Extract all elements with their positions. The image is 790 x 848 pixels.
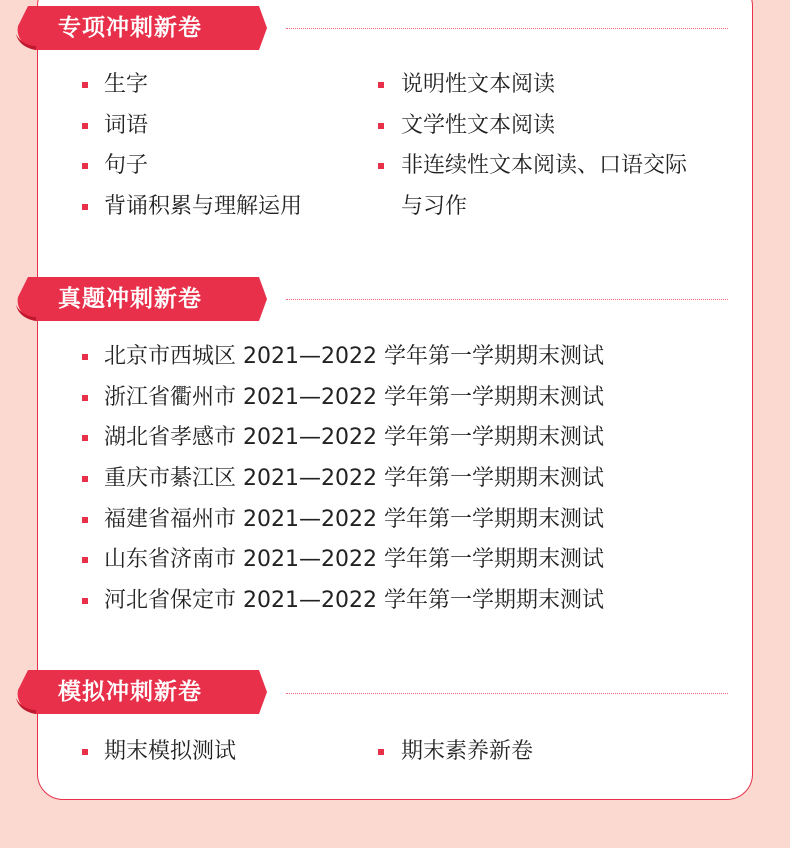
section-title: 真题冲刺新卷	[58, 286, 202, 312]
list-item: 北京市西城区 2021—2022 学年第一学期期末测试	[104, 344, 604, 369]
bullet-icon	[378, 749, 384, 755]
list-item: 词语	[104, 113, 149, 138]
bullet-icon	[82, 395, 88, 401]
bullet-icon	[378, 123, 384, 129]
list-item: 湖北省孝感市 2021—2022 学年第一学期期末测试	[104, 425, 604, 450]
list-item: 河北省保定市 2021—2022 学年第一学期期末测试	[104, 588, 604, 613]
bullet-icon	[82, 749, 88, 755]
bullet-icon	[82, 204, 88, 210]
bullet-icon	[82, 476, 88, 482]
list-item: 期末素养新卷	[401, 739, 534, 764]
list-item: 文学性文本阅读	[401, 113, 556, 138]
list-item: 生字	[104, 72, 149, 97]
bullet-icon	[82, 598, 88, 604]
list-item-continuation: 与习作	[401, 194, 468, 219]
section-divider	[286, 28, 728, 29]
section-title: 专项冲刺新卷	[58, 15, 202, 41]
section-title: 模拟冲刺新卷	[58, 679, 202, 705]
list-item: 说明性文本阅读	[401, 72, 556, 97]
section-divider	[286, 299, 728, 300]
section-divider	[286, 693, 728, 694]
list-item: 句子	[104, 153, 149, 178]
bullet-icon	[378, 163, 384, 169]
section-banner-special	[14, 6, 267, 50]
bullet-icon	[82, 435, 88, 441]
list-item: 浙江省衢州市 2021—2022 学年第一学期期末测试	[104, 385, 604, 410]
bullet-icon	[82, 163, 88, 169]
section-banner-mock	[14, 670, 267, 714]
bullet-icon	[82, 557, 88, 563]
list-item: 重庆市綦江区 2021—2022 学年第一学期期末测试	[104, 466, 604, 491]
bullet-icon	[82, 123, 88, 129]
bullet-icon	[82, 354, 88, 360]
list-item: 山东省济南市 2021—2022 学年第一学期期末测试	[104, 547, 604, 572]
list-item: 非连续性文本阅读、口语交际	[401, 153, 688, 178]
bullet-icon	[82, 517, 88, 523]
section-banner-real	[14, 277, 267, 321]
bullet-icon	[378, 82, 384, 88]
bullet-icon	[82, 82, 88, 88]
list-item: 期末模拟测试	[104, 739, 237, 764]
list-item: 背诵积累与理解运用	[104, 194, 303, 219]
list-item: 福建省福州市 2021—2022 学年第一学期期末测试	[104, 507, 604, 532]
